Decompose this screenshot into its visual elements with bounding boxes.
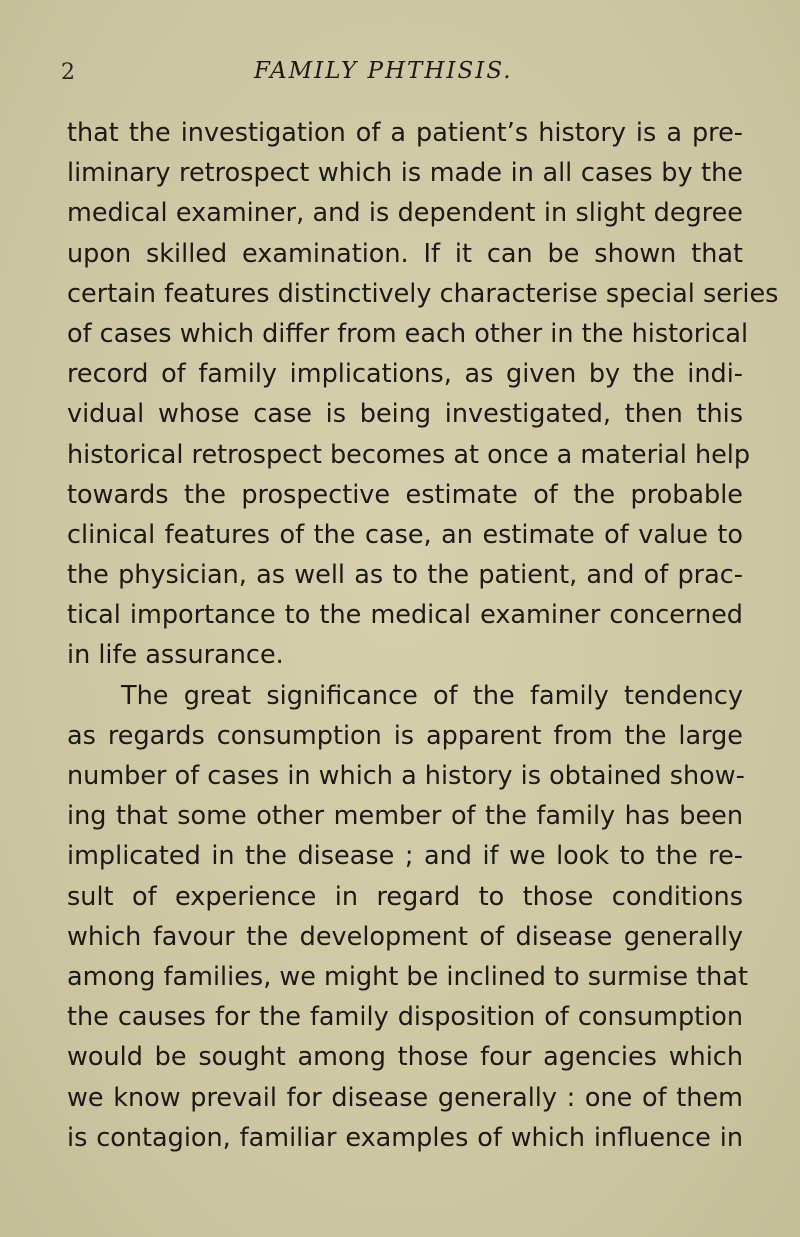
text-line: is contagion, familiar examples of which influence in [67, 1122, 743, 1153]
text-line: we know prevail for disease generally : one of them [67, 1082, 743, 1113]
page-number: 2 [61, 60, 75, 85]
text-line: medical examiner, and is dependent in slight degree [67, 198, 743, 229]
text-line: which favour the development of disease generally [67, 921, 743, 952]
text-line: sult of experience in regard to those conditions [67, 881, 743, 912]
text-line: number of cases in which a history is obtained show- [67, 761, 745, 791]
text-line: ing that some other member of the family has been [67, 801, 743, 832]
text-line: record of family implications, as given by the indi- [67, 359, 743, 390]
text-line: certain features distinctively characterise special series [67, 278, 779, 309]
text-line: among families, we might be inclined to surmise that [67, 961, 748, 992]
text-line: vidual whose case is being investigated, then this [67, 399, 743, 430]
text-line: of cases which differ from each other in the historical [67, 318, 749, 349]
running-head [0, 58, 800, 88]
paragraph-end-line: in life assurance. [67, 640, 284, 671]
text-line: historical retrospect becomes at once a material help [67, 439, 751, 470]
text-line: towards the prospective estimate of the probable [67, 479, 743, 510]
text-line: liminary retrospect which is made in all cases by the [67, 158, 743, 189]
text-line: tical importance to the medical examiner concerned [67, 600, 743, 631]
text-line: the physician, as well as to the patient, and of prac- [67, 560, 743, 591]
text-line: the causes for the family disposition of consumption [67, 1002, 743, 1033]
text-line: implicated in the disease ; and if we look to the re- [67, 841, 743, 872]
running-title: FAMILY PHTHISIS. [254, 58, 513, 84]
text-line: upon skilled examination. If it can be shown that [67, 238, 743, 269]
text-line: as regards consumption is apparent from the large [67, 720, 743, 751]
text-line: clinical features of the case, an estimate of value to [67, 519, 743, 550]
paragraph-start-line: The great significance of the family tendency [121, 680, 743, 711]
body-text [67, 113, 779, 1158]
text-line: would be sought among those four agencies which [67, 1042, 743, 1073]
text-line: that the investigation of a patient’s history is a pre- [67, 118, 743, 148]
